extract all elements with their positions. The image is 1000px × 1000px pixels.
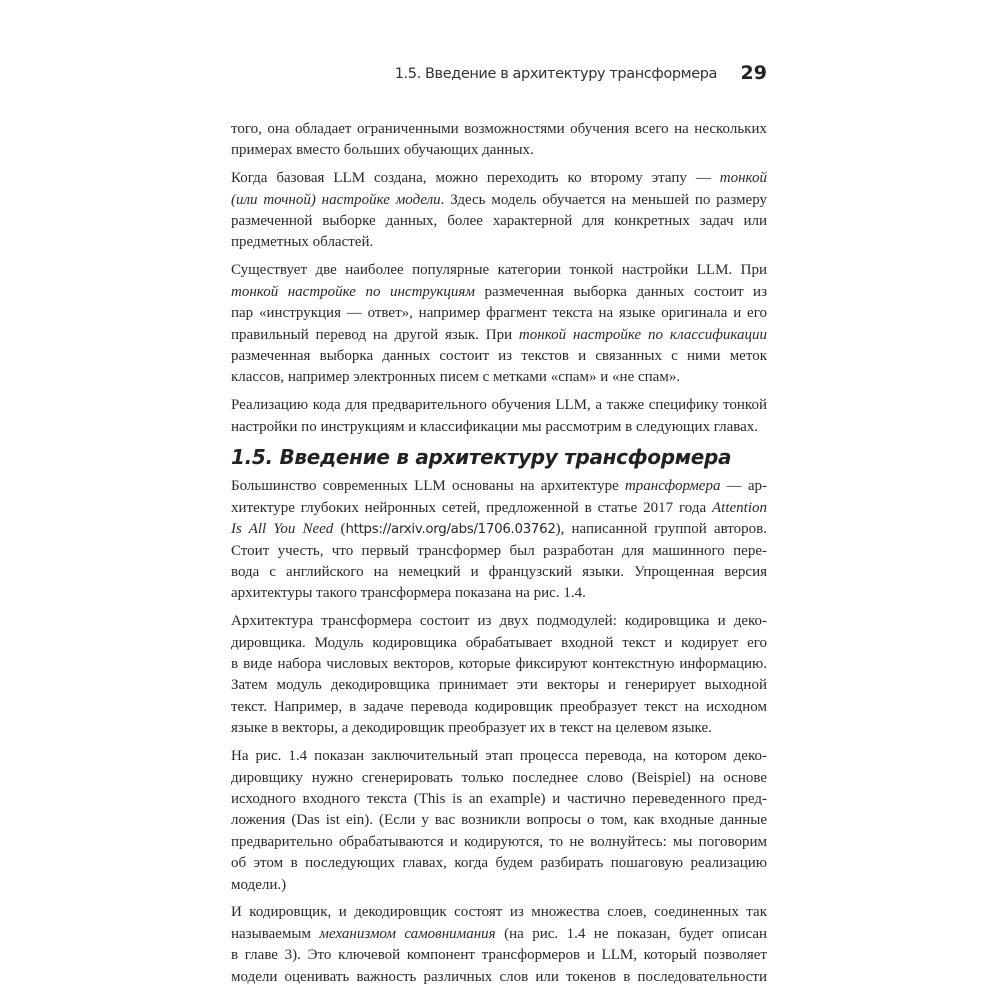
paragraph: [231, 260, 767, 388]
text-line: [231, 303, 767, 324]
text-run: предметных областей.: [231, 234, 374, 251]
text-run: вода с английского на немецкий и французский языки. Упрощенная версия: [231, 564, 767, 581]
text-line: [231, 541, 767, 562]
text-line: [231, 140, 767, 161]
text-line: [231, 282, 767, 303]
text-run: называемым: [231, 925, 320, 942]
text-line: [231, 119, 767, 140]
text-run: архитектуры такого трансформера показана на рис. 1.4.: [231, 585, 586, 602]
text-line: [231, 519, 767, 540]
text-run: об этом в последующих главах, когда будем разбирать пошаговую реализацию: [231, 855, 767, 872]
paragraph: [231, 476, 767, 604]
text-line: [231, 583, 767, 604]
text-run: Существует две наиболее популярные категории тонкой настройки LLM. При: [231, 262, 767, 279]
paragraph: [231, 746, 767, 896]
text-run: Затем модуль декодировщика принимает эти векторы и генерирует выходной: [231, 677, 767, 694]
text-line: [231, 346, 767, 367]
text-run: Большинство современных LLM основаны на архитектуре: [231, 478, 625, 495]
text-line: [231, 967, 767, 988]
text-line: [231, 498, 767, 519]
text-run: того, она обладает ограниченными возможностями обучения всего на нескольких: [231, 121, 767, 137]
text-run: предварительно обрабатываются и кодируются, то не волнуйтесь: мы поговорим: [231, 833, 767, 850]
text-line: [231, 875, 767, 896]
section-heading: 1.5. Введение в архитектуру трансформера: [231, 445, 732, 470]
text-run: правильный перевод на другой язык. При: [231, 326, 519, 343]
text-run: (на рис. 1.4 не показан, будет описан: [495, 925, 767, 942]
text-run: ложения (Das ist ein). (Если у вас возникли вопросы о том, как входные данные: [231, 812, 767, 829]
text-run: языке в векторы, а декодировщик преобразует их в текст на целевом языке.: [231, 720, 712, 737]
running-title: 1.5. Введение в архитектуру трансформера: [394, 66, 717, 82]
text-run: модели оценивать важность различных слов или токенов в последовательности: [231, 968, 767, 985]
paragraph: [231, 395, 767, 438]
page-body: [231, 119, 767, 994]
emphasized-term: тонкой: [719, 170, 767, 187]
url-link: https://arxiv.org/abs/1706.03762: [345, 522, 556, 538]
paragraph: [231, 168, 767, 254]
text-run: Реализацию кода для предварительного обучения LLM, а также специфику тонкой: [231, 397, 767, 414]
text-run: Стоит учесть, что первый трансформер был разработан для машинного пере-: [231, 542, 767, 559]
text-run: текст. Например, в задаче перевода кодировщик преобразует текст на исходном: [231, 698, 767, 715]
text-run: — ар-: [720, 478, 767, 495]
text-line: [231, 325, 767, 346]
text-line: [231, 832, 767, 853]
emphasized-term: тонкой настройке по инструкциям: [231, 283, 475, 300]
text-line: [231, 768, 767, 789]
text-line: [231, 417, 767, 438]
emphasized-term: тонкой настройке по классификации: [518, 326, 767, 343]
text-line: [231, 902, 767, 923]
text-line: [231, 746, 767, 767]
text-run: настройки по инструкциям и классификации мы рассмотрим в следующих главах.: [231, 418, 759, 435]
text-run: в виде набора числовых векторов, которые фиксируют контекстную информацию.: [231, 656, 767, 673]
text-run: дировщику нужно сгенерировать только последнее слово (Beispiel) на основе: [231, 769, 767, 786]
text-line: [231, 232, 767, 253]
text-run: в главе 3). Это ключевой компонент трансформеров и LLM, который позволяет: [231, 947, 767, 964]
page-number: 29: [740, 62, 767, 84]
paragraph: [231, 611, 767, 739]
text-run: исходного входного текста (This is an example) и частично переведенного пред-: [231, 790, 767, 807]
text-line: [231, 675, 767, 696]
text-run: Архитектура трансформера состоит из двух подмодулей: кодировщика и деко-: [231, 613, 767, 630]
text-line: [231, 853, 767, 874]
running-header: [231, 62, 767, 88]
text-run: размеченной выборке данных, более характерной для конкретных задач или: [231, 213, 767, 230]
text-run: На рис. 1.4 показан заключительный этап процесса перевода, на котором деко-: [231, 748, 767, 765]
text-line: [231, 654, 767, 675]
emphasized-term: Attention: [712, 499, 767, 516]
text-line: [231, 633, 767, 654]
emphasized-term: (или точной) настройке модели: [231, 191, 441, 208]
text-line: [231, 260, 767, 281]
text-run: И кодировщик, и декодировщик состоят из множества слоев, соединенных так: [231, 904, 767, 921]
text-run: пар «инструкция — ответ», например фрагмент текста на языке оригинала и его: [231, 305, 767, 322]
emphasized-term: Is All You Need: [231, 521, 334, 538]
text-line: [231, 367, 767, 388]
text-line: [231, 697, 767, 718]
paragraph: [231, 902, 767, 988]
text-line: [231, 924, 767, 945]
text-run: примерах вместо больших обучающих данных.: [231, 142, 534, 159]
text-line: [231, 945, 767, 966]
emphasized-term: трансформера: [624, 478, 721, 495]
paragraph: [231, 119, 767, 162]
text-run: (: [333, 521, 346, 538]
text-run: хитектуре глубоких нейронных сетей, предложенной в статье 2017 года: [231, 499, 712, 516]
text-line: [231, 562, 767, 583]
text-run: ), написанной группой авторов.: [555, 521, 767, 538]
text-line: [231, 789, 767, 810]
text-run: классов, например электронных писем с метками «спам» и «не спам».: [231, 369, 681, 386]
text-line: [231, 476, 767, 497]
text-run: дировщика. Модуль кодировщика обрабатывает входной текст и кодирует его: [231, 634, 767, 651]
text-run: размеченная выборка данных состоит из: [474, 283, 767, 300]
text-line: [231, 810, 767, 831]
text-line: [231, 718, 767, 739]
text-line: [231, 395, 767, 416]
text-line: [231, 211, 767, 232]
text-line: [231, 190, 767, 211]
text-run: . Здесь модель обучается на меньшей по размеру: [440, 191, 767, 208]
text-run: размеченная выборка данных состоит из текстов и связанных с ними меток: [231, 347, 767, 364]
emphasized-term: механизмом самовнимания: [319, 925, 496, 942]
text-line: [231, 611, 767, 632]
text-run: Когда базовая LLM создана, можно переходить ко второму этапу —: [231, 170, 720, 187]
text-line: [231, 168, 767, 189]
text-run: модели.): [231, 876, 287, 893]
